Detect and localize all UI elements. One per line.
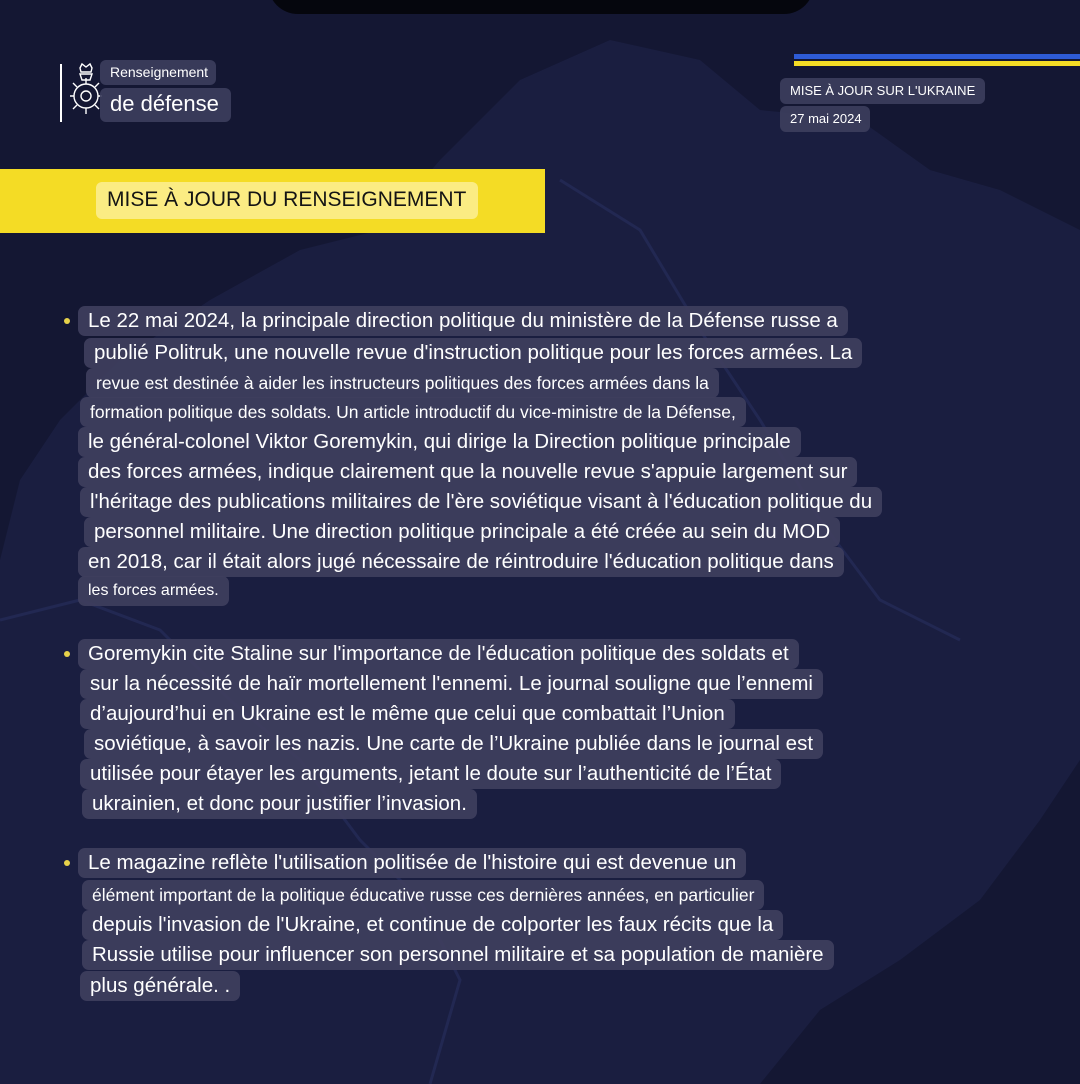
bullet-marker: [64, 318, 70, 324]
bullet-1-line: personnel militaire. Une direction politique principale a été créée au sein du MOD: [84, 517, 840, 547]
defence-intelligence-crest-icon: [68, 62, 104, 124]
bullet-2-line: ukrainien, et donc pour justifier l’invasion.: [82, 789, 477, 819]
bullet-2-line: Goremykin cite Staline sur l'importance de l'éducation politique des soldats et: [78, 639, 799, 669]
flag-yellow-band: [794, 61, 1080, 66]
bullet-3-line: Russie utilise pour influencer son personnel militaire et sa population de manière: [82, 940, 834, 970]
bullet-3-line: élément important de la politique éducative russe ces dernières années, en particulier: [82, 880, 764, 910]
bullet-1-line: en 2018, car il était alors jugé nécessaire de réintroduire l'éducation politique dans: [78, 547, 844, 577]
bullet-marker: [64, 651, 70, 657]
bullet-1-line: formation politique des soldats. Un article introductif du vice-ministre de la Défense,: [80, 397, 746, 427]
bullet-2-line: sur la nécessité de haïr mortellement l'ennemi. Le journal souligne que l’ennemi: [80, 669, 823, 699]
bullet-3-line: plus générale. .: [80, 971, 240, 1001]
intelligence-update-banner: [0, 169, 545, 233]
bullet-1-line: Le 22 mai 2024, la principale direction politique du ministère de la Défense russe a: [78, 306, 848, 336]
bullet-1-line: l'héritage des publications militaires de l'ère soviétique visant à l'éducation politique du: [80, 487, 882, 517]
banner-title: MISE À JOUR DU RENSEIGNEMENT: [96, 182, 478, 219]
update-date: 27 mai 2024: [780, 106, 870, 132]
bullet-3-line: depuis l'invasion de l'Ukraine, et continue de colporter les faux récits que la: [82, 910, 783, 940]
bullet-2-line: utilisée pour étayer les arguments, jetant le doute sur l’authenticité de l’État: [80, 759, 781, 789]
bullet-marker: [64, 860, 70, 866]
bullet-2-line: soviétique, à savoir les nazis. Une carte de l’Ukraine publiée dans le journal est: [84, 729, 823, 759]
camera-notch: [268, 0, 814, 14]
bullet-1-line: les forces armées.: [78, 576, 229, 606]
logo-divider: [60, 64, 62, 122]
bullet-1-line: publié Politruk, une nouvelle revue d'instruction politique pour les forces armées. La: [84, 338, 862, 368]
org-name-line2: de défense: [100, 88, 231, 122]
ukraine-flag-stripe: [794, 54, 1080, 66]
bullet-1-line: le général-colonel Viktor Goremykin, qui dirige la Direction politique principale: [78, 427, 801, 457]
bullet-1-line: des forces armées, indique clairement que la nouvelle revue s'appuie largement sur: [78, 457, 857, 487]
bullet-1-line: revue est destinée à aider les instructeurs politiques des forces armées dans la: [86, 368, 719, 398]
bullet-2-line: d’aujourd’hui en Ukraine est le même que celui que combattait l’Union: [80, 699, 735, 729]
update-label: MISE À JOUR SUR L'UKRAINE: [780, 78, 985, 104]
org-name-line1: Renseignement: [100, 60, 216, 85]
bullet-3-line: Le magazine reflète l'utilisation politisée de l'histoire qui est devenue un: [78, 848, 746, 878]
